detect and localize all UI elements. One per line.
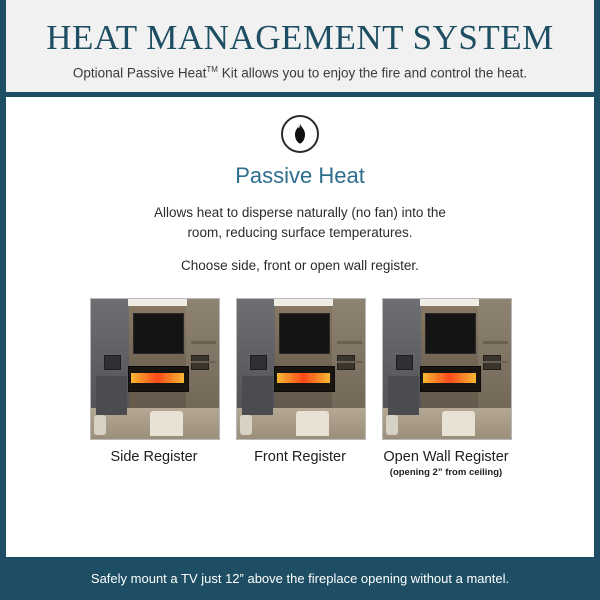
main-content bbox=[6, 97, 594, 539]
register-card-sublabel: (opening 2” from ceiling) bbox=[389, 466, 503, 478]
register-card[interactable] bbox=[90, 298, 218, 478]
register-thumbnail-image bbox=[90, 298, 220, 440]
register-thumbnail-image bbox=[236, 298, 366, 440]
header-subtitle-after: Kit allows you to enjoy the fire and control the heat. bbox=[217, 65, 528, 81]
register-card[interactable] bbox=[382, 298, 510, 478]
section-title: Passive Heat bbox=[235, 163, 365, 189]
register-card[interactable] bbox=[236, 298, 364, 478]
section-paragraph-1: Allows heat to disperse naturally (no fan) into the room, reducing surface temperatures. bbox=[154, 205, 446, 240]
register-card-label: Open Wall Register bbox=[383, 448, 509, 465]
register-card-label: Side Register bbox=[110, 448, 198, 465]
header bbox=[6, 0, 594, 97]
section-paragraph-2: Choose side, front or open wall register. bbox=[181, 258, 419, 274]
page-title: HEAT MANAGEMENT SYSTEM bbox=[46, 18, 554, 57]
footer-spacer bbox=[6, 539, 594, 557]
register-thumbnail-image bbox=[382, 298, 512, 440]
footer-banner: Safely mount a TV just 12” above the fireplace opening without a mantel. bbox=[6, 557, 594, 600]
flame-icon bbox=[281, 115, 319, 153]
header-subtitle bbox=[26, 65, 574, 81]
header-subtitle-before: Optional Passive Heat bbox=[72, 65, 207, 81]
register-options bbox=[26, 298, 574, 478]
trademark-mark: TM bbox=[206, 64, 218, 74]
register-card-label: Front Register bbox=[254, 448, 346, 465]
